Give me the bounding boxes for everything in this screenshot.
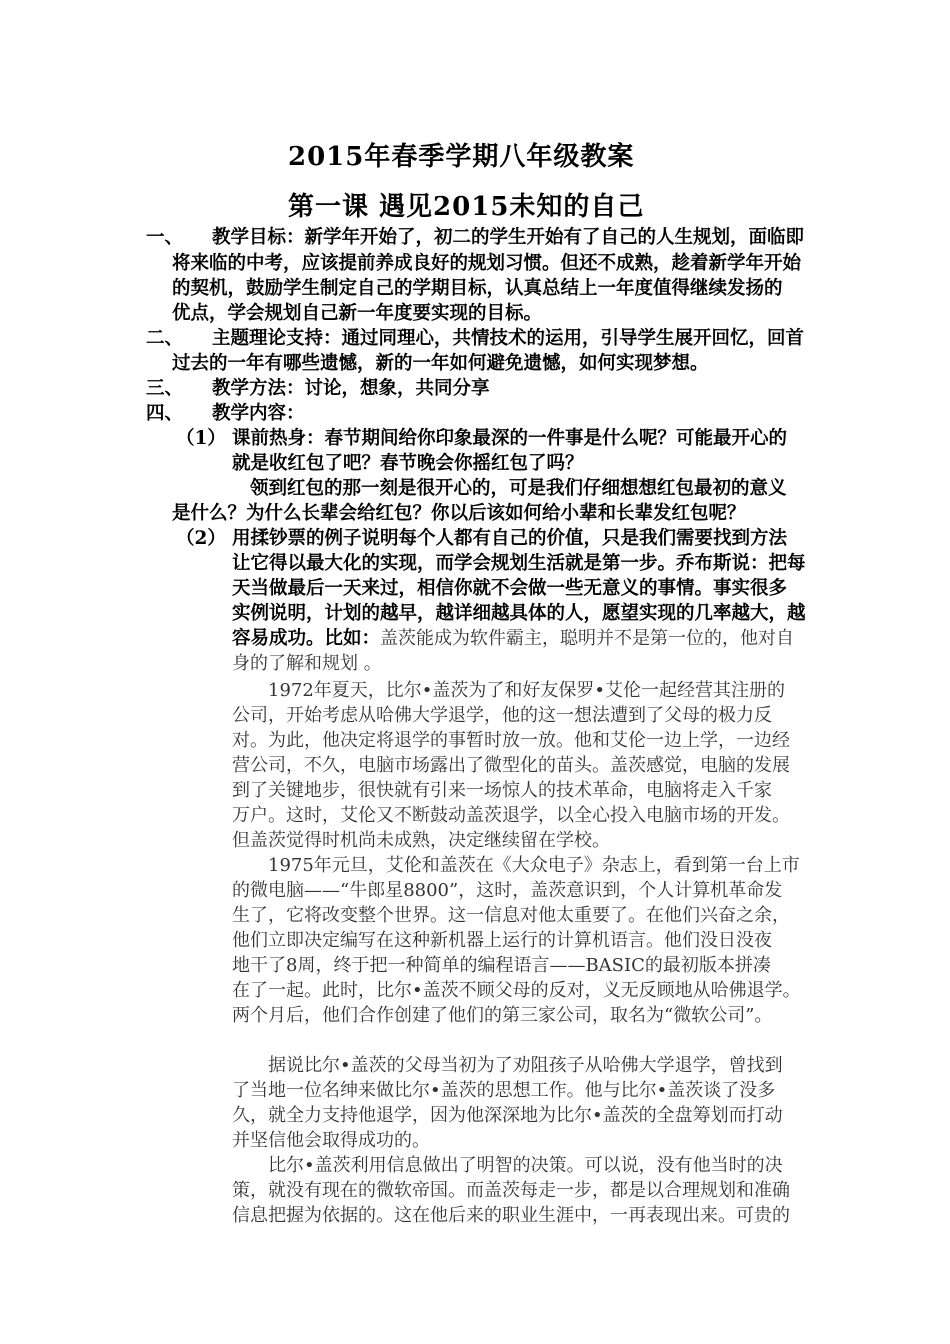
story-line: 并坚信他会取得成功的。 (232, 1130, 430, 1151)
section-line: 教学目标：新学年开始了，初二的学生开始有了自己的人生规划，面临即 (212, 227, 805, 248)
story-line: 对。为此，他决定将退学的事暂时放一放。他和艾伦一边上学，一边经 (232, 730, 790, 751)
story-line: 策，就没有现在的微软帝国。而盖茨每走一步，都是以合理规划和准确 (232, 1180, 790, 1201)
lesson-title: 第一课 遇见2015未知的自己 (288, 192, 645, 222)
item-line: 领到红包的那一刻是很开心的，可是我们仔细想想红包最初的意义 (250, 478, 787, 499)
story-line: 两个月后，他们合作创建了他们的第三家公司，取名为“微软公司”。 (232, 1005, 773, 1026)
item-line: 实例说明，计划的越早，越详细越具体的人，愿望实现的几率越大，越 (232, 603, 806, 624)
story-line: 万户。这时，艾伦又不断鼓动盖茨退学，以全心投入电脑市场的开发。 (232, 805, 790, 826)
item-line: 让它得以最大化的实现，而学会规划生活就是第一步。乔布斯说：把每 (232, 553, 806, 574)
story-line: 1975年元旦，艾伦和盖茨在《大众电子》杂志上，看到第一台上市 (268, 855, 800, 876)
item-number: （1） (176, 428, 226, 449)
item-mixed-line (232, 627, 794, 651)
item-line: 课前热身：春节期间给你印象最深的一件事是什么呢？可能最开心的 (232, 428, 788, 449)
section-line: 将来临的中考，应该提前养成良好的规划习惯。但还不成熟，趁着新学年开始 (172, 253, 802, 274)
section-line: 教学内容： (212, 403, 305, 424)
document-title: 2015年春季学期八年级教案 (288, 142, 635, 172)
section-line: 的契机，鼓励学生制定自己的学期目标，认真总结上一年度值得继续发扬的 (172, 278, 783, 299)
story-line: 的微电脑——“牛郎星8800”，这时，盖茨意识到，个人计算机革命发 (232, 880, 783, 901)
item-number: （2） (176, 528, 226, 549)
section-number: 二、 (146, 328, 184, 349)
section-line: 主题理论支持：通过同理心，共情技术的运用，引导学生展开回忆，回首 (212, 328, 805, 349)
section-line: 过去的一年有哪些遗憾，新的一年如何避免遗憾，如何实现梦想。 (172, 353, 709, 374)
mixed-bold-text: 容易成功。比如： (232, 628, 381, 649)
story-line: 久，就全力支持他退学，因为他深深地为比尔•盖茨的全盘筹划而打动 (232, 1105, 783, 1126)
item-line: 身的了解和规划 。 (232, 653, 382, 674)
story-line: 到了关键地步，很快就有引来一场惊人的技术革命，电脑将走入千家 (232, 780, 772, 801)
item-line: 就是收红包了吧？春节晚会你摇红包了吗？ (232, 453, 584, 474)
story-line: 在了一起。此时，比尔•盖茨不顾父母的反对，义无反顾地从哈佛退学。 (232, 980, 801, 1001)
story-line: 生了，它将改变整个世界。这一信息对他太重要了。在他们兴奋之余， (232, 905, 790, 926)
item-line: 用揉钞票的例子说明每个人都有自己的价值，只是我们需要找到方法 (232, 528, 788, 549)
item-line: 是什么？为什么长辈会给红包？你以后该如何给小辈和长辈发红包呢？ (172, 503, 746, 524)
story-line: 1972年夏天，比尔•盖茨为了和好友保罗•艾伦一起经营其注册的 (268, 680, 786, 701)
story-line: 了当地一位名绅来做比尔•盖茨的思想工作。他与比尔•盖茨谈了没多 (232, 1080, 776, 1101)
story-line: 他们立即决定编写在这种新机器上运行的计算机语言。他们没日没夜 (232, 930, 772, 951)
story-line: 营公司，不久，电脑市场露出了微型化的苗头。盖茨感觉，电脑的发展 (232, 755, 790, 776)
story-line: 但盖茨觉得时机尚未成熟，决定继续留在学校。 (232, 830, 610, 851)
section-line: 教学方法：讨论，想象，共同分享 (212, 378, 490, 399)
story-line: 地干了8周，终于把一种简单的编程语言——BASIC的最初版本拼凑 (232, 955, 771, 976)
section-line: 优点，学会规划自己新一年度要实现的目标。 (172, 303, 543, 324)
story-line: 公司，开始考虑从哈佛大学退学，他的这一想法遭到了父母的极力反 (232, 705, 772, 726)
story-line: 据说比尔•盖茨的父母当初为了劝阻孩子从哈佛大学退学，曾找到 (268, 1055, 783, 1076)
section-number: 一、 (146, 227, 184, 248)
story-line: 信息把握为依据的。这在他后来的职业生涯中，一再表现出来。可贵的 (232, 1205, 790, 1226)
section-number: 四、 (146, 403, 184, 424)
mixed-normal-text: 盖茨能成为软件霸主，聪明并不是第一位的，他对自 (380, 628, 795, 649)
item-line: 天当做最后一天来过，相信你就不会做一些无意义的事情。事实很多 (232, 578, 788, 599)
story-line: 比尔•盖茨利用信息做出了明智的决策。可以说，没有他当时的决 (268, 1155, 783, 1176)
section-number: 三、 (146, 378, 184, 399)
